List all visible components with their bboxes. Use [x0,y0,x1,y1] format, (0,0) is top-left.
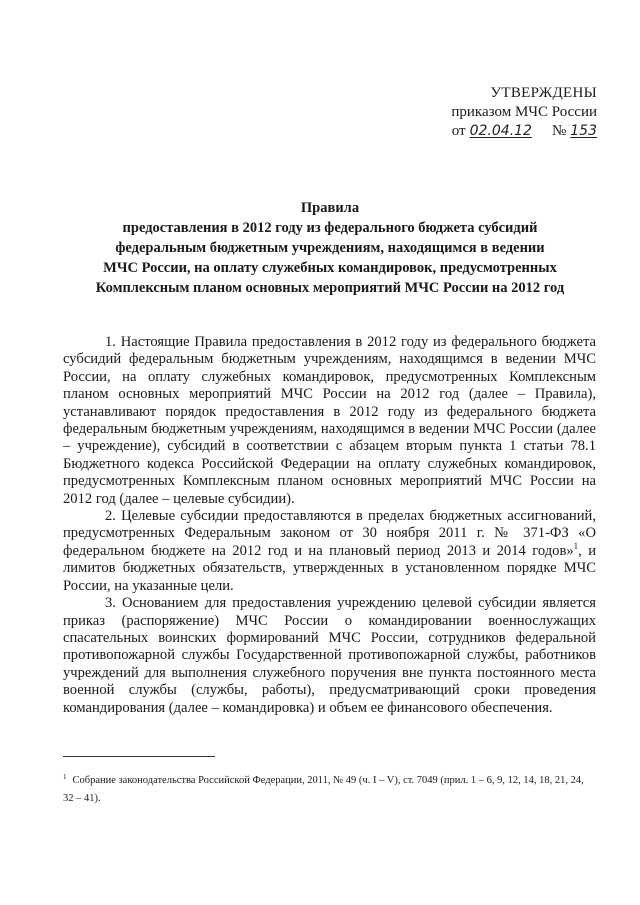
footnote [63,772,596,808]
approval-title: УТВЕРЖДЕНЫ [490,85,597,101]
paragraph-2 [63,508,596,595]
document-body [63,334,596,717]
number-prefix: № [551,123,567,139]
paragraph-2-text-continued: , и лимитов бюджетных обязательств, утвержденных в установленном порядке МЧС России, на указанные цели. [63,542,597,594]
title-line-4: МЧС России, на оплату служебных командировок, предусмотренных [103,260,557,276]
paragraph-3: 3. Основанием для предоставления учреждению целевой субсидии является приказ (распоряжение) МЧС России о командировании военнослужащих спасательных воинских формирований МЧС России, сотрудников федеральной противопожарной службы Государственной противопожарной службы, работников учреждений для выполнения служебного поручения вне пункта постоянного места военной службы (службы, работы), предусматривающий сроки проведения командирования (далее – командировка) и объем ее финансового обеспечения. [63,595,596,716]
approval-date-number-line [451,122,597,141]
title-line-5: Комплексным планом основных мероприятий МЧС России на 2012 год [95,280,565,296]
approval-order-line: приказом МЧС России [451,104,597,120]
date-prefix: от [451,123,466,139]
handwritten-date: 02.04.12 [469,123,532,139]
title-line-1: Правила [300,200,360,216]
footnote-marker: 1 [63,772,67,781]
footnote-text: Собрание законодательства Российской Федерации, 2011, № 49 (ч. I – V), ст. 7049 (прил. 1 – 6, 9, 12, 14, 18, 21, 24, 32 – 41). [63,775,584,804]
handwritten-number: 153 [570,123,597,139]
approval-block [451,84,597,141]
paragraph-2-text: 2. Целевые субсидии предоставляются в пределах бюджетных ассигнований, предусмотренных Федеральным законом от 30 ноября 2011 г. № 371-ФЗ «О федеральном бюджете на 2012 год и на плановый период 2013 и 2014 годов» [63,508,596,559]
footnote-reference: 1 [573,541,579,552]
document-title [60,198,600,298]
footnote-divider [63,756,215,757]
title-line-3: федеральным бюджетным учреждениям, находящимся в ведении [115,240,545,256]
paragraph-1: 1. Настоящие Правила предоставления в 2012 году из федерального бюджета субсидий федеральным бюджетным учреждениям, находящимся в ведении МЧС России, на оплату служебных командировок, предусмотренных Комплексным планом основных мероприятий МЧС России на 2012 год (далее – Правила), устанавливают порядок предоставления в 2012 году из федерального бюджета федеральным бюджетным учреждениям, находящимся в ведении МЧС России (далее – учреждение), субсидий в соответствии с абзацем вторым пункта 1 статьи 78.1 Бюджетного кодекса Российской Федерации на оплату служебных командировок, предусмотренных Комплексным планом основных мероприятий МЧС России на 2012 год (далее – целевые субсидии). [63,334,596,507]
title-line-2: предоставления в 2012 году из федерального бюджета субсидий [122,220,538,236]
